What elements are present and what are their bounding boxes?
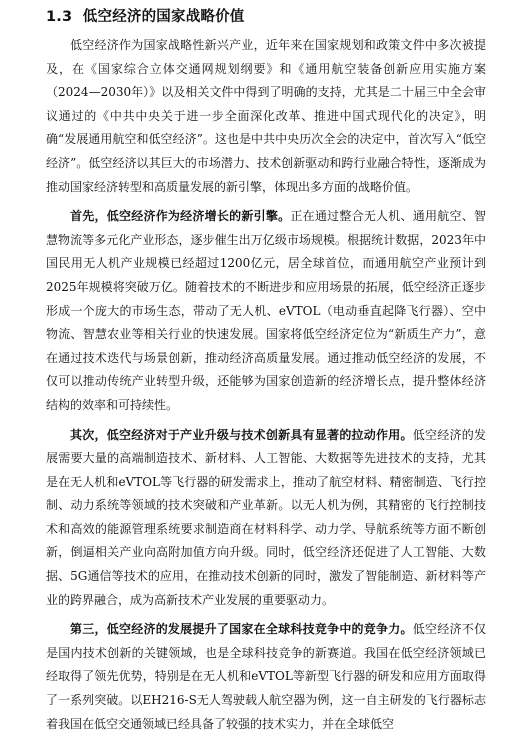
paragraph-text: 低空经济的发展需要大量的高端制造技术、新材料、人工智能、大数据等先进技术的支持，尤其是在无人机和eVTOL等飞行器的研发需求上，推动了航空材料、精密制造、飞行控制、动力系统等领域的技术突破和产业革新。以无人机为例，其精密的飞行控制技术和高效的能源管理系统要求制造商在材料科学、动力学、导航系统等方面不断创新，倒逼相关产业向高附加值方向升级。同时，低空经济还促进了人工智能、大数据、5G通信等技术的应用，在推动技术创新的同时，激发了智能制造、新材料等产业的跨界融合，成为高新技术产业发展的重要驱动力。 xyxy=(46,427,486,607)
paragraph-intro xyxy=(46,34,486,199)
paragraph-text: 低空经济作为国家战略性新兴产业，近年来在国家规划和政策文件中多次被提及，在《国家综合立体交通网规划纲要》和《通用航空装备创新应用实施方案（2024—2030年）》以及相关文件中得到了明确的支持，尤其是二十届三中全会审议通过的《中共中央关于进一步全面深化改革、推进中国式现代化的决定》，明确“发展通用航空和低空经济”。这也是中共中央历次全会的决定中，首次写入“低空经济”。低空经济以其巨大的市场潜力、技术创新驱动和跨行业融合特性，逐渐成为推动国家经济转型和高质量发展的新引擎，体现出多方面的战略价值。 xyxy=(46,38,486,194)
section-number: 1.3 xyxy=(46,9,73,25)
paragraph-lead: 第三，低空经济的发展提升了国家在全球科技竞争中的竞争力。 xyxy=(70,622,413,637)
paragraph-text: 正在通过整合无人机、通用航空、智慧物流等多元化产业形态，逐步催生出万亿级市场规模。根据统计数据，2023年中国民用无人机产业规模已经超过1200亿元，居全球首位，而通用航空产业预计到2025年规模将突破万亿。随着技术的不断进步和应用场景的拓展，低空经济正逐步形成一个庞大的市场生态，带动了无人机、eVTOL（电动垂直起降飞行器）、空中物流、智慧农业等相关行业的快速发展。国家将低空经济定位为“新质生产力”，意在通过技术迭代与场景创新，推动经济高质量发展。通过推动低空经济的发展，不仅可以推动传统产业转型升级，还能够为国家创造新的经济增长点，提升整体经济结构的效率和可持续性。 xyxy=(46,209,486,412)
document-page xyxy=(46,6,486,742)
paragraph-lead: 首先，低空经济作为经济增长的新引擎。 xyxy=(70,209,291,224)
paragraph-first-point xyxy=(46,205,486,417)
paragraph-second-point xyxy=(46,424,486,613)
paragraph-lead: 其次，低空经济对于产业升级与技术创新具有显著的拉动作用。 xyxy=(70,427,413,442)
section-heading xyxy=(46,6,486,28)
section-title: 低空经济的国家战略价值 xyxy=(82,9,245,25)
paragraph-third-point xyxy=(46,618,486,736)
paragraph-text: 低空经济不仅是国内技术创新的关键领域，也是全球科技竞争的新赛道。我国在低空经济领域已经取得了领先优势，特别是在无人机和eVTOL等新型飞行器的研发和应用方面取得了一系列突破。以EH216-S无人驾驶载人航空器为例，这一自主研发的飞行器标志着我国在低空交通领域已经具备了较强的技术实力，并在全球低空 xyxy=(46,622,486,731)
